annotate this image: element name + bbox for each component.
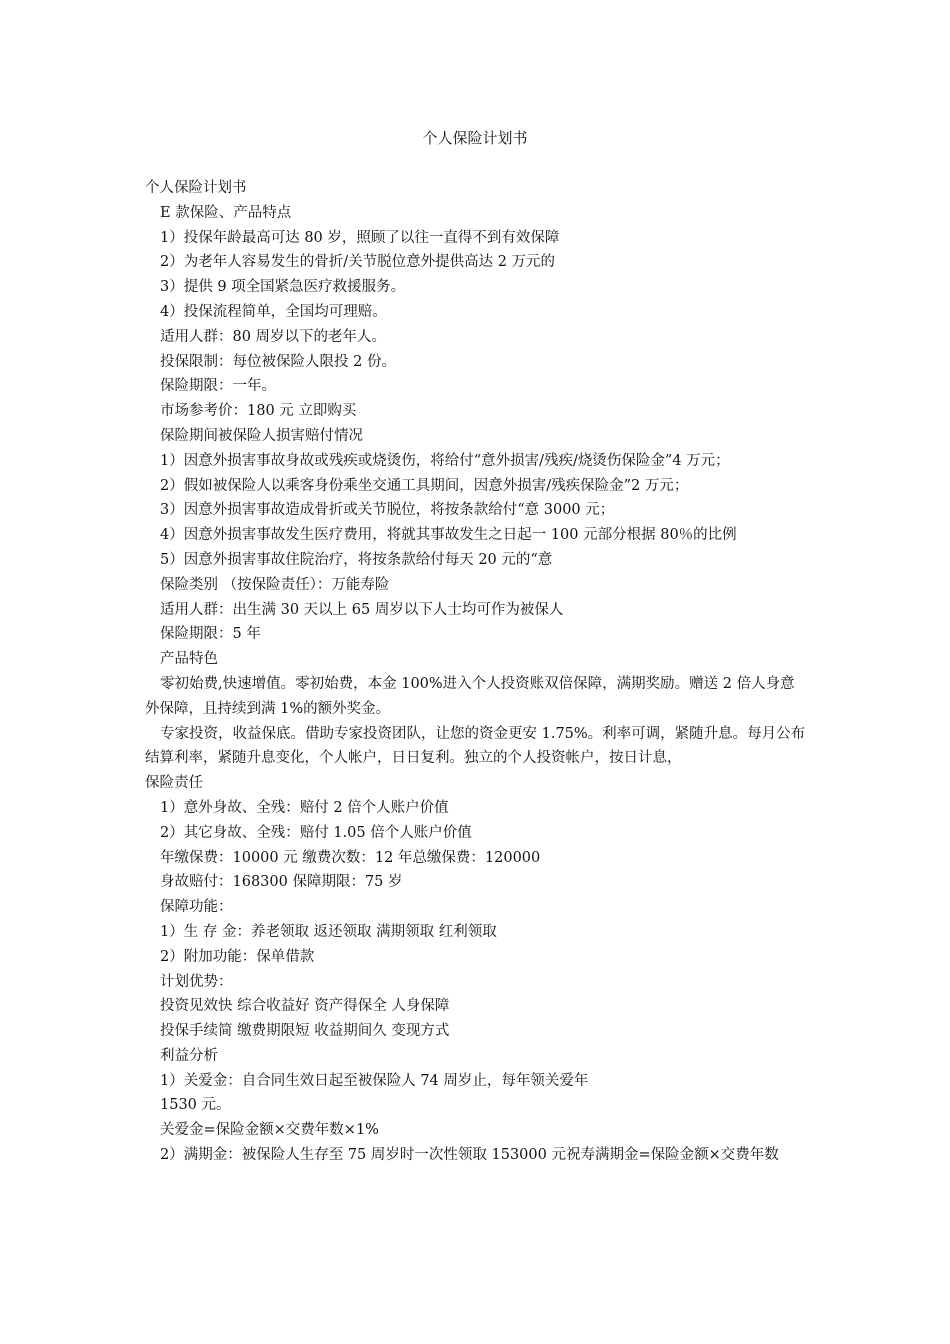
text-line: 1）关爱金：自合同生效日起至被保险人 74 周岁止，每年领关爱年 (160, 1072, 589, 1089)
text-line: 1）生 存 金：养老领取 返还领取 满期领取 红利领取 (160, 923, 497, 940)
text-line: E 款保险、产品特点 (160, 204, 292, 221)
text-line: 年缴保费：10000 元 缴费次数：12 年总缴保费：120000 (160, 849, 541, 866)
paragraph: 零初始费,快速增值。零初始费，本金 100%进入个人投资账双倍保障，满期奖励。赠送 2 倍人身意外保障，且持续到满 1%的额外奖金。 (145, 675, 795, 717)
document-title: 个人保险计划书 (422, 129, 528, 147)
paragraph: 专家投资，收益保底。借助专家投资团队，让您的资金更安 1.75%。利率可调，紧随升息。每月公布结算利率，紧随升息变化，个人帐户，日日复利。独立的个人投资帐户，按日计息， (145, 725, 806, 767)
text-line: 利益分析 (160, 1047, 218, 1064)
text-line: 投保限制：每位被保险人限投 2 份。 (160, 353, 396, 370)
text-line: 保障功能： (160, 899, 233, 916)
text-line: 2）附加功能：保单借款 (160, 948, 315, 965)
text-line: 4）因意外损害事故发生医疗费用，将就其事故发生之日起一 100 元部分根据 80％的比例 (160, 527, 737, 544)
text-line: 身故赔付：168300 保障期限：75 岁 (160, 874, 403, 891)
text-line: 2）为老年人容易发生的骨折/关节脱位意外提供高达 2 万元的 (160, 254, 556, 271)
text-line: 市场参考价：180 元 立即购买 (160, 403, 357, 420)
paragraph: 2）满期金：被保险人生存至 75 周岁时一次性领取 153000 元祝寿满期金=保险金额×交费年数 (160, 1147, 779, 1164)
text-line: 适用人群：80 周岁以下的老年人。 (160, 328, 387, 345)
text-line: 关爱金=保险金额×交费年数×1% (160, 1122, 379, 1139)
text-line: 5）因意外损害事故住院治疗，将按条款给付每天 20 元的“意 (160, 551, 553, 568)
text-line: 个人保险计划书 (145, 180, 247, 196)
text-line: 3）因意外损害事故造成骨折或关节脱位，将按条款给付“意 3000 元； (160, 502, 615, 519)
text-line: 保险期限：一年。 (160, 378, 276, 395)
text-line: 1）投保年龄最高可达 80 岁，照顾了以往一直得不到有效保障 (160, 229, 560, 246)
text-line: 投资见效快 综合收益好 资产得保全 人身保障 (160, 998, 450, 1015)
text-line: 保险期间被保险人损害赔付情况 (160, 427, 363, 444)
text-line: 1）因意外损害事故身故或残疾或烧烫伤，将给付“意外损害/残疾/烧烫伤保险金”4 万元； (160, 452, 730, 469)
text-line: 保险类别 （按保险责任）：万能寿险 (160, 576, 390, 593)
text-line: 3）提供 9 项全国紧急医疗救援服务。 (160, 279, 406, 296)
text-line: 产品特色 (160, 651, 218, 668)
text-line: 适用人群：出生满 30 天以上 65 周岁以下人士均可作为被保人 (160, 601, 564, 618)
text-line: 计划优势： (160, 973, 233, 990)
text-line: 1）意外身故、全残：赔付 2 倍个人账户价值 (160, 799, 449, 816)
text-line: 2）其它身故、全残：赔付 1.05 倍个人账户价值 (160, 824, 472, 841)
text-line: 投保手续简 缴费期限短 收益期间久 变现方式 (160, 1023, 450, 1040)
text-line: 1530 元。 (160, 1097, 231, 1114)
text-line: 2）假如被保险人以乘客身份乘坐交通工具期间，因意外损害/残疾保险金”2 万元； (160, 477, 689, 494)
text-line: 4）投保流程简单，全国均可理赔。 (160, 303, 387, 320)
text-line: 保险责任 (145, 775, 203, 792)
text-line: 保险期限：5 年 (160, 626, 261, 643)
document-body (145, 176, 805, 1168)
